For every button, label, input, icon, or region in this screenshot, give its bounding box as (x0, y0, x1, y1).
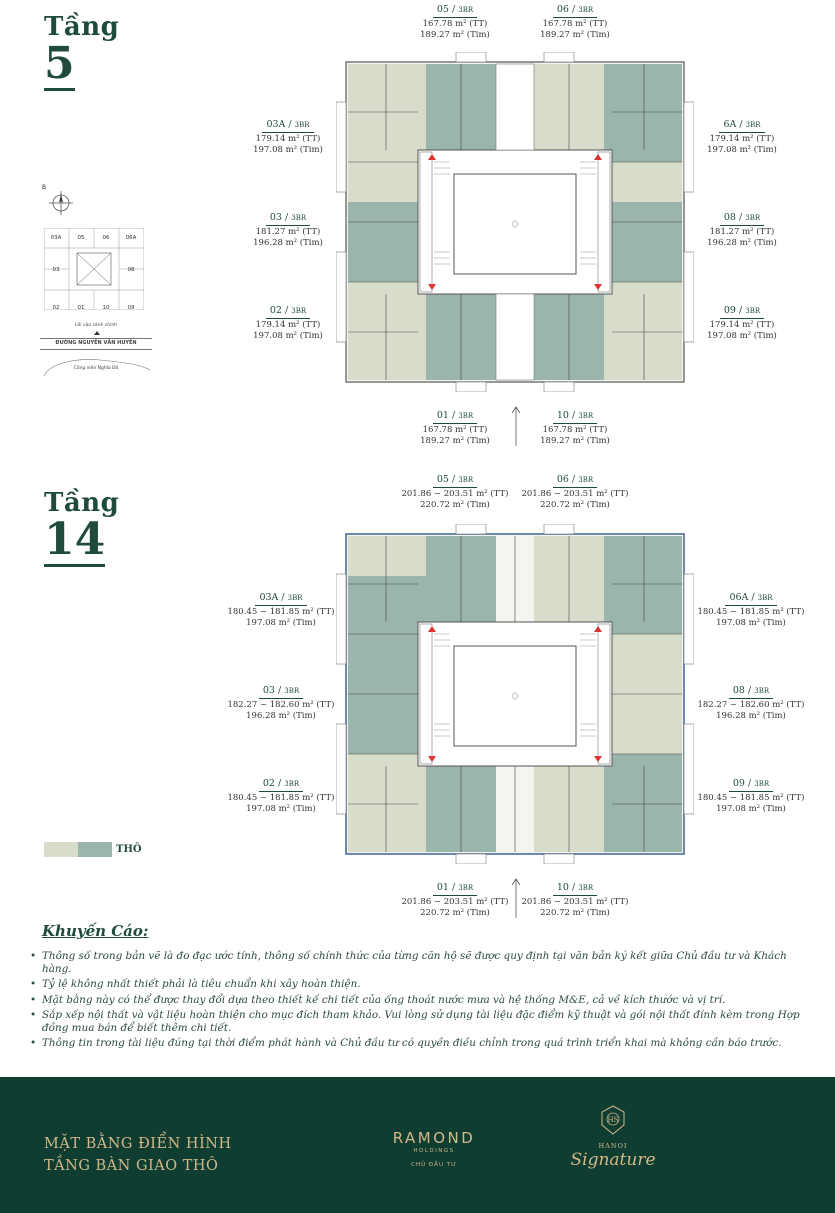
disclaimer-list (30, 950, 810, 1050)
area-tim: 197.08 m² (Tim) (246, 804, 316, 814)
kp-cell: 10 (102, 305, 110, 311)
kp-cell: 06A (125, 235, 137, 241)
unit-type: 3BR (578, 412, 594, 420)
unit-label-14-10 (520, 882, 630, 919)
unit-name: 08 / 3BR (729, 685, 773, 699)
entrance-arrow-icon (510, 876, 522, 918)
kp-cell: 03A (50, 235, 62, 241)
unit-number: 01 (436, 410, 449, 421)
area-tt: 201.86 ~ 203.51 m² (TT) (521, 897, 629, 907)
unit-label-14-06 (520, 474, 630, 511)
kp-cell: 01 (77, 305, 85, 311)
unit-label-5-6A (696, 119, 788, 156)
hanoi-signature-logo (558, 1105, 668, 1170)
developer-caption: CHỦ ĐẦU TƯ (411, 1162, 457, 1168)
area-tim: 220.72 m² (Tim) (540, 908, 610, 918)
unit-name: 06 / 3BR (553, 474, 597, 488)
unit-type: 3BR (458, 476, 474, 484)
unit-number: 05 (436, 4, 449, 15)
park-label: Công viên Nghĩa Đô (73, 366, 119, 371)
kp-cell: 08 (127, 267, 135, 273)
unit-number: 03A (266, 119, 286, 130)
area-tim: 196.28 m² (Tim) (716, 711, 786, 721)
unit-label-5-09 (696, 305, 788, 342)
unit-name: 03 / 3BR (266, 212, 310, 226)
street-label: ĐƯỜNG NGUYỄN VĂN HUYÊN (55, 340, 137, 346)
floor-number: 5 (44, 38, 75, 89)
unit-name: 6A / 3BR (719, 119, 764, 133)
unit-label-14-09 (696, 778, 806, 815)
area-tt: 179.14 m² (TT) (255, 134, 321, 144)
area-tt: 167.78 m² (TT) (422, 425, 488, 435)
unit-number: 06 (556, 4, 569, 15)
area-tt: 201.86 ~ 203.51 m² (TT) (521, 489, 629, 499)
unit-number: 03 (262, 685, 275, 696)
unit-type: 3BR (458, 412, 474, 420)
footer (0, 1077, 835, 1213)
unit-label-14-03A (226, 592, 336, 629)
area-tim: 196.28 m² (Tim) (246, 711, 316, 721)
area-tim: 220.72 m² (Tim) (420, 500, 490, 510)
unit-label-14-05 (400, 474, 510, 511)
unit-type: 3BR (287, 594, 303, 602)
unit-number: 06 (556, 474, 569, 485)
unit-name: 10 / 3BR (553, 410, 597, 424)
unit-label-14-02 (226, 778, 336, 815)
unit-number: 10 (556, 410, 569, 421)
emblem-icon (600, 1105, 626, 1135)
area-tim: 197.08 m² (Tim) (246, 618, 316, 628)
area-tt: 201.86 ~ 203.51 m² (TT) (401, 489, 509, 499)
unit-name: 08 / 3BR (720, 212, 764, 226)
area-tt: 167.78 m² (TT) (542, 425, 608, 435)
svg-text:HS: HS (607, 1116, 619, 1124)
area-tim: 189.27 m² (Tim) (540, 436, 610, 446)
unit-name: 09 / 3BR (720, 305, 764, 319)
unit-name: 03A / 3BR (262, 119, 313, 133)
unit-name: 01 / 3BR (433, 882, 477, 896)
footer-title (44, 1133, 232, 1177)
unit-type: 3BR (458, 884, 474, 892)
unit-number: 01 (436, 882, 449, 893)
unit-label-5-01 (410, 410, 500, 447)
unit-name: 09 / 3BR (729, 778, 773, 792)
area-tim: 197.08 m² (Tim) (253, 145, 323, 155)
unit-number: 02 (269, 305, 282, 316)
area-tt: 167.78 m² (TT) (422, 19, 488, 29)
unit-label-5-03 (242, 212, 334, 249)
area-tt: 182.27 ~ 182.60 m² (TT) (227, 700, 335, 710)
unit-number: 09 (723, 305, 736, 316)
disclaimer-item: • Thông số trong bản vẽ là đo đạc ước tính, thông số chính thức của từng căn hộ sẽ được quy định tại văn bản ký kết giữa Chủ đầu tư và Khách hàng. (30, 950, 810, 975)
lobby-label: Lối vào sảnh chính (74, 323, 118, 328)
disclaimer-item: • Thông tin trong tài liệu đúng tại thời điểm phát hành và Chủ đầu tư có quyền điều chỉnh trong quá trình triển khai mà không cần báo trước. (30, 1037, 810, 1050)
floor-5-title (44, 12, 119, 91)
unit-label-5-05 (410, 4, 500, 41)
unit-name: 02 / 3BR (266, 305, 310, 319)
unit-type: 3BR (745, 121, 761, 129)
unit-type: 3BR (284, 780, 300, 788)
floor-14-title (44, 488, 119, 567)
unit-type: 3BR (284, 687, 300, 695)
unit-label-14-06A (696, 592, 806, 629)
unit-type: 3BR (578, 6, 594, 14)
unit-label-5-02 (242, 305, 334, 342)
unit-number: 02 (262, 778, 275, 789)
unit-type: 3BR (754, 687, 770, 695)
divider (40, 338, 152, 339)
unit-name: 02 / 3BR (259, 778, 303, 792)
ramond-wordmark: RAMOND (392, 1129, 476, 1147)
unit-type: 3BR (291, 214, 307, 222)
unit-type: 3BR (754, 780, 770, 788)
unit-name: 06A / 3BR (725, 592, 776, 606)
area-tim: 197.08 m² (Tim) (253, 331, 323, 341)
unit-number: 05 (436, 474, 449, 485)
floor-word: Tầng (44, 12, 120, 42)
disclaimer (30, 922, 810, 1053)
unit-number: 03 (269, 212, 282, 223)
unit-label-14-03 (226, 685, 336, 722)
area-tt: 180.45 ~ 181.85 m² (TT) (227, 793, 335, 803)
floor-5-plan (336, 52, 694, 392)
kp-cell: 03 (52, 267, 60, 273)
unit-label-5-06 (530, 4, 620, 41)
area-tt: 201.86 ~ 203.51 m² (TT) (401, 897, 509, 907)
unit-type: 3BR (294, 121, 310, 129)
unit-number: 08 (723, 212, 736, 223)
area-tim: 197.08 m² (Tim) (707, 331, 777, 341)
unit-name: 03A / 3BR (255, 592, 306, 606)
ramond-sub: HOLDINGS (413, 1148, 455, 1154)
signature-label: Signature (570, 1150, 656, 1170)
unit-type: 3BR (578, 884, 594, 892)
unit-label-5-08 (696, 212, 788, 249)
unit-type: 3BR (745, 214, 761, 222)
area-tt: 179.14 m² (TT) (709, 320, 775, 330)
kp-cell: 09 (127, 305, 135, 311)
entrance-arrow-icon (510, 404, 522, 446)
unit-type: 3BR (745, 307, 761, 315)
unit-type: 3BR (757, 594, 773, 602)
area-tt: 179.14 m² (TT) (709, 134, 775, 144)
area-tim: 197.08 m² (Tim) (716, 804, 786, 814)
unit-name: 03 / 3BR (259, 685, 303, 699)
key-plan (40, 182, 152, 392)
divider (40, 349, 152, 350)
unit-type: 3BR (578, 476, 594, 484)
ramond-logo (372, 1129, 496, 1168)
unit-name: 05 / 3BR (433, 474, 477, 488)
area-tim: 220.72 m² (Tim) (540, 500, 610, 510)
legend-swatch-light (44, 842, 78, 857)
area-tt: 181.27 m² (TT) (255, 227, 321, 237)
unit-type: 3BR (291, 307, 307, 315)
disclaimer-item: • Tỷ lệ không nhất thiết phải là tiêu chuẩn khi xây hoàn thiện. (30, 978, 810, 991)
unit-number: 6A (723, 119, 737, 130)
area-tim: 196.28 m² (Tim) (707, 238, 777, 248)
hanoi-label: HANOI (598, 1142, 628, 1150)
unit-name: 06 / 3BR (553, 4, 597, 18)
compass-icon (46, 186, 76, 216)
legend-swatch-dark (78, 842, 112, 857)
footer-title-line: TẦNG BÀN GIAO THÔ (44, 1158, 219, 1174)
area-tim: 189.27 m² (Tim) (540, 30, 610, 40)
unit-label-14-08 (696, 685, 806, 722)
area-tim: 197.08 m² (Tim) (707, 145, 777, 155)
unit-number: 10 (556, 882, 569, 893)
area-tt: 179.14 m² (TT) (255, 320, 321, 330)
area-tt: 180.45 ~ 181.85 m² (TT) (227, 607, 335, 617)
kp-cell: 06 (102, 235, 110, 241)
area-tim: 197.08 m² (Tim) (716, 618, 786, 628)
footer-title-line: MẶT BẰNG ĐIỂN HÌNH (44, 1136, 232, 1152)
unit-label-5-10 (530, 410, 620, 447)
unit-type: 3BR (458, 6, 474, 14)
unit-number: 03A (259, 592, 279, 603)
area-tim: 189.27 m² (Tim) (420, 30, 490, 40)
area-tim: 196.28 m² (Tim) (253, 238, 323, 248)
floor-number: 14 (44, 514, 106, 565)
unit-number: 09 (732, 778, 745, 789)
entrance-arrow-icon (94, 331, 100, 335)
unit-name: 10 / 3BR (553, 882, 597, 896)
unit-label-5-03A (242, 119, 334, 156)
unit-name: 01 / 3BR (433, 410, 477, 424)
area-tim: 220.72 m² (Tim) (420, 908, 490, 918)
kp-cell: 02 (52, 305, 60, 311)
area-tt: 182.27 ~ 182.60 m² (TT) (697, 700, 805, 710)
floor-word: Tầng (44, 488, 120, 518)
area-tt: 180.45 ~ 181.85 m² (TT) (697, 607, 805, 617)
area-tt: 181.27 m² (TT) (709, 227, 775, 237)
unit-number: 08 (732, 685, 745, 696)
kp-cell: 05 (77, 235, 85, 241)
unit-name: 05 / 3BR (433, 4, 477, 18)
legend (44, 842, 142, 857)
area-tim: 189.27 m² (Tim) (420, 436, 490, 446)
disclaimer-item: • Sắp xếp nội thất và vật liệu hoàn thiện cho mục đích tham khảo. Vui lòng sử dụng tài liệu đặc điểm kỹ thuật và gói nội thất đính kèm trong Hợp đồng mua bán để biết thêm chi tiết. (30, 1009, 810, 1034)
area-tt: 167.78 m² (TT) (542, 19, 608, 29)
unit-label-14-01 (400, 882, 510, 919)
floor-14-plan (336, 524, 694, 864)
disclaimer-title: Khuyến Cáo: (42, 922, 149, 940)
disclaimer-item: • Mặt bằng này có thể được thay đổi dựa theo thiết kế chi tiết của ống thoát nước mưa và hệ thống M&E, cả về kích thước và vị trí. (30, 994, 810, 1007)
north-label: B (42, 184, 47, 191)
area-tt: 180.45 ~ 181.85 m² (TT) (697, 793, 805, 803)
legend-label: THÔ (116, 844, 142, 855)
unit-number: 06A (729, 592, 749, 603)
